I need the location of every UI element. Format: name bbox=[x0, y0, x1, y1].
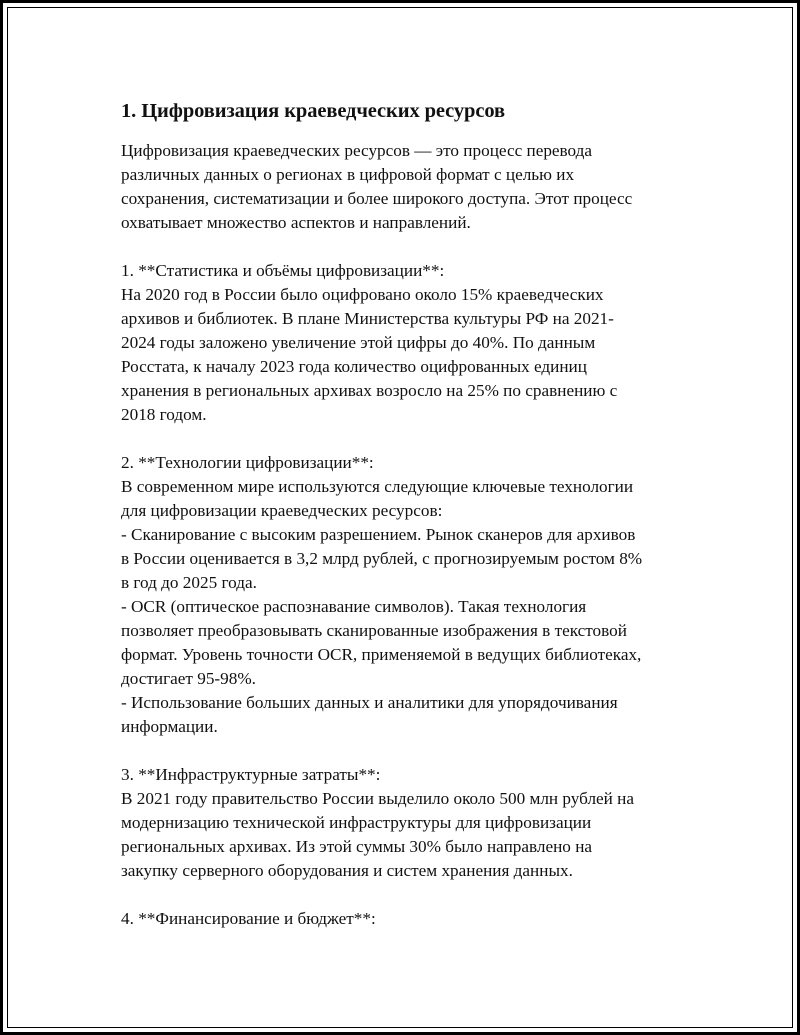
paragraph-spacer bbox=[121, 883, 711, 907]
paragraph-spacer bbox=[121, 235, 711, 259]
section-2-body: В современном мире используются следующие ключевые технологии для цифровизации краеведческих ресурсов: - Сканирование с высоким разрешением. Рынок сканеров для архивов в России оценивается в 3,2 млрд рублей, с прогнозируемым ростом 8% в год до 2025 года. - OCR (оптическое распознавание символов). Такая технология позволяет преобразовывать сканированные изображения в текстовой формат. Уровень точности OCR, применяемой в ведущих библиотеках, достигает 95-98%. - Использование больших данных и аналитики для упорядочивания информации. bbox=[121, 477, 643, 736]
section-4-heading: 4. **Финансирование и бюджет**: bbox=[121, 909, 376, 928]
section-3-body: В 2021 году правительство России выделило около 500 млн рублей на модернизацию технической инфраструктуры для цифровизации региональных архивах. Из этой суммы 30% было направлено на закупку серверного оборудования и систем хранения данных. bbox=[121, 789, 634, 880]
paragraph-spacer bbox=[121, 427, 711, 451]
document-title: 1. Цифровизация краеведческих ресурсов bbox=[121, 100, 505, 122]
section-1-heading: 1. **Статистика и объёмы цифровизации**: bbox=[121, 261, 445, 280]
section-1-body: На 2020 год в России было оцифровано около 15% краеведческих архивов и библиотек. В плане Министерства культуры РФ на 2021- 2024 годы заложено увеличение этой цифры до 40%. По данным Росстата, к началу 2023 года количество оцифрованных единиц хранения в региональных архивах возросло на 25% по сравнению с 2018 годом. bbox=[121, 285, 618, 424]
section-2-heading: 2. **Технологии цифровизации**: bbox=[121, 453, 374, 472]
paragraph-spacer bbox=[121, 739, 711, 763]
intro-paragraph: Цифровизация краеведческих ресурсов — это процесс перевода различных данных о регионах в цифровой формат с целью их сохранения, систематизации и более широкого доступа. Этот процесс охватывает множество аспектов и направлений. bbox=[121, 141, 633, 232]
section-3-heading: 3. **Инфраструктурные затраты**: bbox=[121, 765, 381, 784]
document-body bbox=[121, 97, 711, 931]
